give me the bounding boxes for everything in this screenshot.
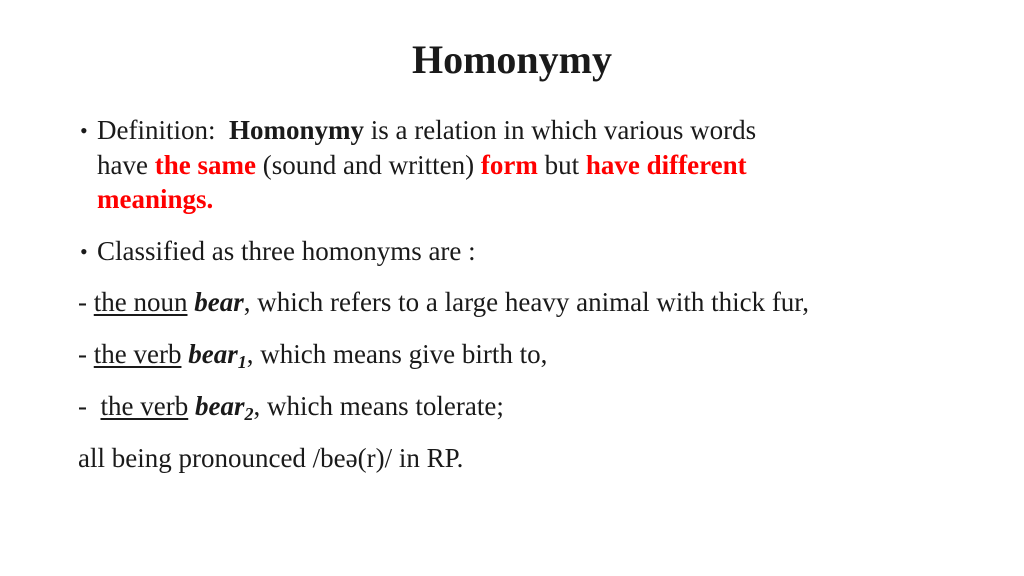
item-dash: - (78, 287, 94, 317)
slide-title: Homonymy (412, 37, 612, 82)
list-item (78, 337, 547, 371)
item-underlined: the noun (93, 287, 188, 317)
item-rest: , which means give birth to, (246, 339, 548, 369)
bullet-dot: • (80, 118, 88, 143)
highlight-meanings: meanings. (97, 184, 214, 214)
definition-text-1: is a relation in which various words (363, 115, 757, 145)
item-underlined: the verb (100, 391, 189, 421)
definition-text-2-mid: (sound and written) (255, 150, 481, 180)
closing-line: all being pronounced /beə(r)/ in RP. (78, 443, 464, 473)
definition-text-2-pre: have (97, 150, 155, 180)
item-rest: , which means tolerate; (253, 391, 504, 421)
item-word: bear (194, 287, 244, 317)
definition-term: Homonymy (228, 115, 364, 145)
highlight-the-same: the same (154, 150, 256, 180)
definition-text-2-but: but (537, 150, 586, 180)
bullet-dot: • (80, 239, 88, 264)
definition-line-2 (97, 148, 747, 182)
classified-line: Classified as three homonyms are : (97, 236, 476, 266)
item-rest: , which refers to a large heavy animal with thick fur, (243, 287, 809, 317)
item-underlined: the verb (93, 339, 182, 369)
definition-line-1 (97, 113, 756, 147)
item-dash: - (78, 339, 94, 369)
item-subscript: 2 (244, 404, 254, 424)
item-word: bear (188, 339, 238, 369)
item-subscript: 1 (237, 352, 247, 372)
definition-line-3 (97, 182, 213, 216)
highlight-form: form (480, 150, 538, 180)
item-dash: - (78, 391, 101, 421)
definition-label: Definition: (97, 115, 216, 145)
item-word: bear (194, 391, 245, 421)
highlight-have-different: have different (585, 150, 747, 180)
list-item (78, 285, 809, 319)
list-item (78, 389, 504, 423)
